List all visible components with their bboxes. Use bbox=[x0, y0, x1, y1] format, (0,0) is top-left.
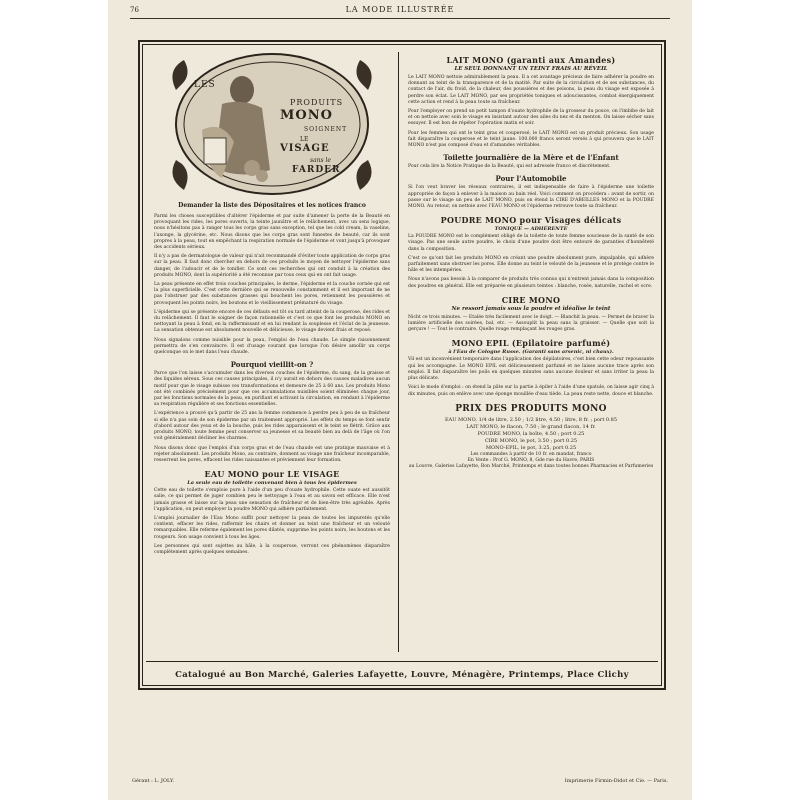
heading-lait-mono: LAIT MONO (garanti aux Amandes) bbox=[446, 55, 616, 65]
medallion-art bbox=[162, 50, 382, 198]
heading-poudre-mono: POUDRE MONO pour Visages délicats bbox=[440, 215, 622, 226]
medallion-mono: MONO bbox=[280, 108, 333, 123]
medallion-visage: VISAGE bbox=[280, 143, 330, 154]
eau-mono-subheading: La seule eau de toilette convenant bien à tous les épidermes bbox=[187, 480, 357, 487]
vieillit-paragraph-2: L'expérience a prouvé qu'à partir de 25 ans la femme commence à perdre peu à peu de sa fraîcheur si elle n'a pas soin de son épiderme par un traitement approprié. Les effets du temps se font sentir d'abord autour des yeux et de la bouche, puis les rides apparaissent et le teint se flétrit. Grâce aux produits MONO, toute femme peut conserver sa jeunesse et sa beauté bien au delà de l'âge où l'on voit généralement décliner les charmes. bbox=[154, 411, 390, 442]
footer-rule bbox=[146, 661, 658, 662]
heading-cire-mono: CIRE MONO bbox=[501, 294, 561, 305]
right-column bbox=[408, 50, 654, 646]
poudre-paragraph-1: La POUDRE MONO est le complément obligé de la toilette de toute femme soucieuse de la santé de son visage. Pas une seule autre poudre, le choix d'une poudre doit être entouré de garanties d'honnêteté dans la composition. bbox=[408, 234, 654, 252]
medallion-farder: FARDER bbox=[292, 165, 341, 175]
magazine-title: LA MODE ILLUSTRÉE bbox=[345, 5, 455, 14]
imprint-gerant: Gérant : L. JOLY. bbox=[132, 778, 175, 784]
auto-paragraph: Si l'on veut braver les réseaux contraires, il est indispensable de faire à l'épiderme une toilette appropriée de façon à enlever à la maison au bain réel. Voici comment on procédera : avant de sortir, on passe sur le visage un peu de LAIT MONO, puis on étend la CIRE D'ABEILLES MONO et la POUDRE MONO. Au retour, on nettoie avec l'EAU MONO et l'épiderme retrouve toute sa fraîcheur. bbox=[408, 185, 654, 210]
epil-subheading: à l'Eau de Cologne Russe. (Garanti sans arsenic, ni chaux). bbox=[448, 349, 614, 356]
lait-paragraph-1: Le LAIT MONO nettoie admirablement la peau. Il a cet avantage précieux de faire adhérer la poudre en donnant au teint de la transparence et de la matité. Par suite de la circulation et de ses substances, du contact de l'air, du froid, de la chaleur, des poussières et des poisons, la peau du visage est exposée à perdre son éclat. Le LAIT MONO, par ses propriétés toniques et adoucissantes, combat énergiquement cette action et rend à la peau toute sa fraîcheur. bbox=[408, 75, 654, 105]
imprint-printer: Imprimerie Firmin-Didot et Cie. — Paris. bbox=[564, 778, 668, 784]
price-poudre: POUDRE MONO, la boîte, 4.50 ; port 0.25 bbox=[477, 430, 585, 437]
cire-subheading: Ne ressort jamais sous la poudre et idéalise le teint bbox=[451, 305, 611, 312]
price-cire: CIRE MONO, le pot, 3.50 ; port 0.25 bbox=[484, 437, 578, 444]
medallion-soignent: SOIGNENT bbox=[304, 126, 348, 133]
column-divider bbox=[398, 52, 399, 652]
medallion-le: LE bbox=[300, 136, 309, 143]
advertisement-frame bbox=[138, 40, 666, 690]
poudre-paragraph-2: C'est ce qu'ont fait les produits MONO en créant une poudre absolument pure, impalpable, qui adhère parfaitement sans obstruer les pores. Elle donne au teint le velouté de la jeunesse et le protège contre le hâle et les intempéries. bbox=[408, 255, 654, 274]
catalogue-footer: Catalogué au Bon Marché, Galeries Lafayette, Louvre, Ménagère, Printemps, Place Clichy bbox=[175, 670, 629, 680]
price-vente: En Vente : Prof G. MONO, 8, Gde rue du Havre, PARIS bbox=[467, 457, 595, 463]
medallion-illustration bbox=[162, 50, 382, 198]
magazine-page bbox=[108, 0, 692, 800]
eau-paragraph-3: Les personnes qui sont sujettes au hâle, à la couperose, verront ces phénomènes disparaître complètement après quelques semaines. bbox=[154, 543, 390, 555]
intro-paragraph-1: Parmi les choses susceptibles d'altérer l'épiderme et par suite d'amener la perte de la Beauté en provoquant les rides, les pores ouverts, la teinte jaunâtre et le relâchement, avec un sens logique, nous n'hésitons pas à ranger tous les corps gras sans exception, tel que les cold cream, la vaseline, l'axonge, la glycérine, etc. Nous disons que les corps gras sont funestes de beauté, car ils sont propres à la peau, tout en empêchant la respiration normale de l'épiderme et vont jusqu'à provoquer des accidents sérieux. bbox=[154, 214, 390, 251]
vieillit-paragraph-1: Parce que l'on laisse s'accumuler dans les diverses couches de l'épiderme, du sang, de la graisse et des liquides séreux. Sous ces causes principales, il n'y aurait en dehors des causes maladives aucun motif pour que le visage subisse ces transformations et demeure de 25 à 60 ans. Les produits Mono ont été combinés précisément pour que ces accumulations nuisibles soient éliminées chaque jour, par les fonctions normales de la peau, en purifiant et activant la circulation, en rendant à l'épiderme sa respiration régulière et ses fonctions essentielles. bbox=[154, 371, 390, 408]
header-rule bbox=[130, 18, 670, 19]
medallion-caption: Demander la liste des Dépositaires et les notices franco bbox=[178, 202, 366, 209]
price-lait: LAIT MONO, le flacon, 7.50 ; le grand flacon, 14 fr. bbox=[466, 423, 596, 430]
lait-mono-subheading: LE SEUL DONNANT UN TEINT FRAIS AU RÉVEIL bbox=[454, 66, 608, 72]
eau-paragraph-2: L'emploi journalier de l'Eau Mono suffit pour nettoyer la peau de toutes les impuretés qu'elle contient, effacer les rides, raffermir les chairs et donner au teint une fraîcheur et un velouté remarquables. Elle referme également les pores dilatés, supprime les points noirs, les boutons et les rougeurs. Son usage convient à tous les âges. bbox=[154, 515, 390, 540]
intro-paragraph-2: Il n'y a pas de dermatologue de valeur qui n'ait recommandé d'éviter toute application de corps gras sur la peau. Il faut donc chercher en dehors de ces produits le moyen de nettoyer l'épiderme sans danger, de l'adoucir et de le tonifier. Ce sont ces recherches qui ont conduit à la création des produits MONO, dont la supériorité a été reconnue par tous ceux qui en ont fait usage. bbox=[154, 254, 390, 278]
price-epil: MONO-EPIL, le pot, 3.25, port 0.25 bbox=[485, 444, 577, 451]
medallion-les: LES bbox=[194, 80, 216, 90]
left-column bbox=[154, 50, 390, 646]
lait-paragraph-2: Pour l'employer on prend un petit tampon d'ouate hydrophile de la grosseur du pouce, on l'imbibe de lait et on nettoie avec soin le visage en insistant autour des ailes du nez et du menton. On laisse sécher sans essuyer. Il est bon de répéter l'opération matin et soir. bbox=[408, 109, 654, 127]
intro-paragraph-5: Nous signalons comme nuisible pour la peau, l'emploi de l'eau chaude. Le simple raisonnement permettra de s'en convaincre. Il est d'usage courant que lorsque l'on désire amollir un corps quelconque on le met dans l'eau chaude. bbox=[154, 337, 390, 356]
price-eau: EAU MONO, 1/4 de litre, 2.50 ; 1/2 litre, 4.50 ; litre, 8 fr. ; port 0.85 bbox=[444, 416, 618, 423]
lait-paragraph-3: Pour les femmes qui ont le teint gras et couperosé, le LAIT MONO est un produit précieux. Son usage fait disparaître la couperose et le teint jaune. 100.000 francs seront versés à qui prouvera que le LAIT MONO n'est pas composé d'eau et d'amandes véritables. bbox=[408, 130, 654, 149]
heading-toilette-journaliere: Toilette journalière de la Mère et de l'Enfant bbox=[443, 153, 619, 163]
poudre-subheading: TONIQUE — ADHÉRENTE bbox=[494, 226, 568, 233]
eau-paragraph-1: Cette eau de toilette s'emploie pure à l'aide d'un peu d'ouate hydrophile. Cette ouate est aussitôt salie, ce qui permet de juger combien peu le nettoyage à l'eau et au savon est efficace. Elle n'est jamais grasse et laisse sur la peau une sensation de fraîcheur et de bien-être très agréable. Après l'application, on peut employer la poudre MONO qui adhère parfaitement. bbox=[154, 488, 390, 512]
page-number: 76 bbox=[130, 6, 139, 14]
heading-eau-mono: EAU MONO pour LE VISAGE bbox=[204, 469, 340, 480]
vieillit-paragraph-3: Nous disons donc que l'emploi d'un corps gras et de l'eau chaude est une pratique mauvaise et à rejeter absolument. Les produits Mono, au contraire, donnent au visage une fraîcheur incomparable, resserrent les pores, effacent les rides naissantes et préviennent leur formation. bbox=[154, 445, 390, 463]
heading-automobile: Pour l'Automobile bbox=[495, 174, 567, 184]
medallion-sans: sans le bbox=[310, 157, 331, 164]
price-depots: au Louvre, Galeries Lafayette, Bon Marché, Printemps et dans toutes bonnes Pharmacies et Parfumeries bbox=[408, 463, 654, 469]
intro-paragraph-4: L'épiderme qui se présente encore de ces défauts est tôt ou tard atteint de la couperose, des rides et du relâchement. Il faut le soigner de façon rationnelle et c'est ce que font les produits MONO en nettoyant la peau à fond, en la raffermissant et en lui rendant la souplesse et l'éclat de la jeunesse. La sensation obtenue est absolument nouvelle et délicieuse, le visage devient frais et reposé. bbox=[154, 309, 390, 334]
price-commandes: Les commandes à partir de 10 fr. en mandat, franco bbox=[470, 451, 592, 457]
toilette-paragraph: Pour cela lire la Notice Pratique de la Beauté, qui est adressée franco et discrètement. bbox=[408, 164, 611, 170]
poudre-paragraph-3: Nous n'avons pas besoin à la comparer de produits très connus qui n'entrent jamais dans la composition des poudres en général. Elle est préparée en plusieurs teintes : blanche, rosée, naturelle, rachel et ocre. bbox=[408, 277, 654, 289]
heading-prix: PRIX DES PRODUITS MONO bbox=[455, 403, 607, 414]
heading-mono-epil: MONO EPIL (Epilatoire parfumé) bbox=[451, 338, 611, 349]
epil-paragraph-2: Voici le mode d'emploi : on étend la pâte sur la partie à épiler à l'aide d'une spatule, on laisse agir cinq à dix minutes, puis on enlève avec une éponge mouillée d'eau tiède. La peau reste nette, douce et blanche. bbox=[408, 385, 654, 397]
intro-paragraph-3: La peau présente en effet trois couches principales, le derme, l'épiderme et la couche cornée qui est la plus superficielle. C'est cette dernière qui se renouvelle constamment et il est important de ne pas l'obstruer par des substances grasses qui bouchent les pores, retiennent les poussières et provoquent les points noirs, les boutons et le vieillissement prématuré du visage. bbox=[154, 282, 390, 306]
heading-pourquoi-vieillit: Pourquoi vieillit-on ? bbox=[230, 360, 314, 370]
medallion-produits: PRODUITS bbox=[290, 98, 344, 107]
epil-paragraph-1: Vil est un inconvénient temporaire dans l'application des dépilatoires, c'est bien cette odeur repoussante qui les accompagne. Le MONO EPIL est délicieusement parfumé et ne laisse aucune trace après son emploi. Il fait disparaître les poils en quelques minutes sans aucune douleur et sans irriter la peau la plus délicate. bbox=[408, 357, 654, 382]
cire-paragraph: Nicht ce trois minutes. — Etalée très facilement avec le doigt. — Blanchit la peau. — Permet de braver la lumière artificielle des soirées, bal, etc. — Assouplit la peau sans la graisser. — Quelle que soit la gerçure ! — Tout le contraire. Quelle rouge remplaçant les rouges gras. bbox=[408, 314, 654, 333]
